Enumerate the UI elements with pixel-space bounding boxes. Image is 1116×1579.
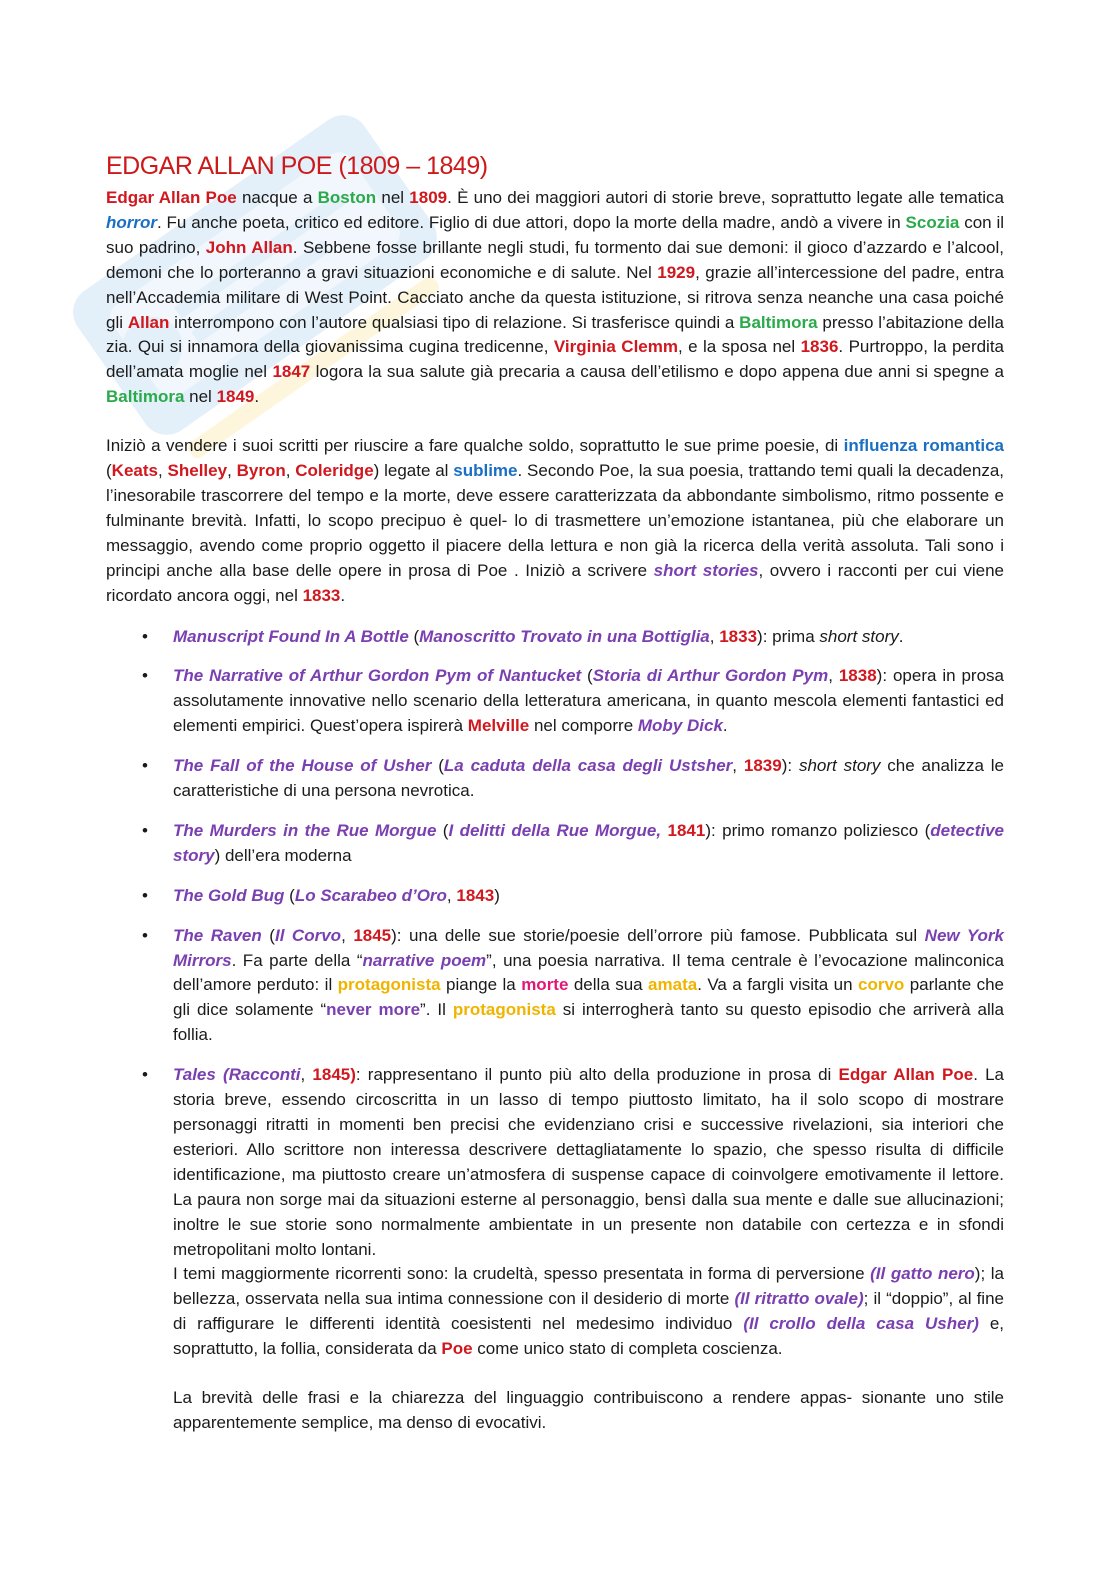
- text-run: che analizza le caratteristiche di una persona nevrotica.: [173, 756, 1005, 801]
- text-run: La brevità delle frasi e la chiarezza del linguaggio contribuiscono a rendere appas- sionante uno stile apparentemente semplice, ma denso di evocativi.: [173, 1388, 1004, 1432]
- text-run: , e la sposa nel: [678, 337, 801, 357]
- tales-intro: [173, 1063, 1004, 1262]
- text-run: ,: [341, 925, 354, 945]
- text-run: (: [581, 666, 593, 686]
- text-run: ,: [709, 626, 720, 646]
- work-tales: [173, 1063, 1004, 1436]
- text-run: 1838: [838, 666, 877, 686]
- text-run: short story: [819, 626, 899, 646]
- text-run: , ovvero i racconti per cui viene ricordato ancora oggi, nel: [106, 560, 1004, 605]
- text-run: The Raven: [173, 925, 262, 945]
- text-run: (Il gatto nero: [870, 1264, 975, 1284]
- text-run: con il suo padrino,: [106, 212, 1004, 257]
- text-run: 1849: [216, 387, 255, 407]
- text-run: Coleridge: [295, 461, 374, 481]
- text-run: . Fu anche poeta, critico ed editore. Figlio di due attori, dopo la morte della madre, andò a vivere in: [157, 212, 906, 232]
- biography-paragraph: [106, 186, 1004, 410]
- text-run: nacque a: [236, 188, 318, 207]
- works-list: [106, 625, 1004, 1436]
- text-run: ): opera in prosa assolutamente innovative nello scenario della letteratura americana, in quanto mescola elementi fantastici ed elementi empirici. Quest’opera ispirerà: [173, 666, 1005, 736]
- tales-style: [173, 1386, 1004, 1436]
- text-run: Tales (Racconti: [173, 1065, 301, 1085]
- text-run: protagonista: [452, 1000, 556, 1020]
- text-run: Lo Scarabeo d’Oro: [294, 885, 447, 905]
- text-run: La caduta della casa degli Ustsher: [443, 756, 733, 776]
- text-run: ”, una poesia narrativa. Il tema centrale è l’evocazione malinconica dell’amore perduto: il: [173, 950, 1004, 995]
- text-run: si interrogherà tanto su questo episodio che arriverà alla follia.: [173, 1000, 1004, 1045]
- tales-themes: [173, 1262, 1004, 1362]
- text-run: Shelley: [167, 461, 228, 481]
- text-run: . Va a fargli visita un: [697, 975, 858, 995]
- text-run: 1833: [302, 585, 341, 605]
- text-run: Allan: [127, 312, 170, 332]
- text-run: : rappresentano il punto più alto della produzione in prosa di: [355, 1065, 839, 1085]
- text-run: della sua: [568, 975, 649, 995]
- text-run: . Fa parte della “: [231, 950, 363, 970]
- text-run: Byron: [236, 461, 286, 481]
- text-run: narrative poem: [362, 950, 487, 970]
- text-run: Boston: [317, 188, 377, 207]
- text-run: interrompono con l’autore qualsiasi tipo di relazione. Si trasferisce quindi a: [169, 312, 740, 332]
- text-run: The Narrative of Arthur Gordon Pym of Nantucket: [173, 666, 582, 686]
- text-run: amata: [648, 975, 698, 995]
- text-run: . Secondo Poe, la sua poesia, trattando temi quali la decadenza, l’inesorabile trascorrere del tempo e la morte, deve essere caratterizzata da abbondante simbolismo, ritmo possente e fulminante brevità. Infatti, lo scopo precipuo è quel- lo di trasmettere un’emozione istantanea, più che elaborare un messaggio, avendo come proprio oggetto il piacere della lettura e non già la ricerca della verità assoluta. Tali sono i principi anche alla base delle opere in prosa di Poe . Iniziò a scrivere: [106, 461, 1005, 580]
- text-run: ; il “doppio”, al fine di raffigurare le differenti identità coesistenti nel medesimo individuo: [173, 1289, 1004, 1334]
- text-run: Melville: [467, 716, 530, 736]
- text-run: never more: [326, 1000, 421, 1020]
- text-run: . È uno dei maggiori autori di storie breve, soprattutto legate alle tematica: [447, 188, 1004, 207]
- text-run: ); la bellezza, osservata nella sua intima connessione con il desiderio di morte: [173, 1264, 1004, 1309]
- text-run: Edgar Allan Poe: [838, 1065, 974, 1085]
- text-run: nel comporre: [529, 716, 638, 736]
- text-run: 1843: [456, 885, 495, 905]
- text-run: ) dell’era moderna: [214, 845, 352, 865]
- text-run: ): prima: [757, 626, 820, 646]
- text-run: ):: [781, 756, 799, 776]
- document-content: [106, 150, 1004, 1451]
- text-run: ,: [227, 461, 237, 481]
- text-run: ”. Il: [420, 1000, 453, 1020]
- text-run: piange la: [440, 975, 522, 995]
- text-run: The Murders in the Rue Morgue: [173, 820, 437, 840]
- work-arthur-gordon-pym: [173, 664, 1004, 739]
- text-run: I temi maggiormente ricorrenti sono: la crudeltà, spesso presentata in forma di perversione: [173, 1264, 871, 1284]
- text-run: Baltimora: [106, 387, 185, 407]
- text-run: (Il crollo della casa Usher): [743, 1314, 979, 1334]
- text-run: 1841: [667, 820, 706, 840]
- text-run: ,: [300, 1065, 313, 1085]
- page-title: EDGAR ALLAN POE (1809 – 1849): [106, 152, 488, 180]
- text-run: 1839: [743, 756, 782, 776]
- text-run: detective story: [173, 820, 1004, 865]
- text-run: .: [254, 387, 260, 407]
- text-run: nel: [376, 188, 410, 207]
- text-run: morte: [521, 975, 569, 995]
- text-run: The Gold Bug: [173, 885, 285, 905]
- text-run: protagonista: [337, 975, 441, 995]
- text-run: . Sebbene fosse brillante negli studi, fu tormento dai sue demoni: il gioco d’azzardo e l’alcool, demoni che lo porteranno a gravi situazioni economiche e di salute. Nel: [106, 237, 1005, 282]
- work-gold-bug: [173, 884, 1004, 909]
- text-run: sublime: [453, 461, 518, 481]
- text-run: influenza romantica: [843, 436, 1004, 456]
- text-run: e, soprattutto, la follia, considerata da: [173, 1314, 1004, 1359]
- text-run: short story: [798, 756, 881, 776]
- text-run: ,: [285, 461, 296, 481]
- text-run: New York Mirrors: [173, 925, 1005, 970]
- text-run: ): primo romanzo poliziesco (: [705, 820, 931, 840]
- text-run: Virginia Clemm: [553, 337, 678, 357]
- text-run: 1845): [312, 1065, 356, 1085]
- text-run: horror: [106, 212, 157, 232]
- text-run: presso l’abitazione della zia. Qui si innamora della giovanissima cugina tredicenne,: [106, 312, 1004, 357]
- text-run: (: [261, 925, 275, 945]
- text-run: parlante che gli dice solamente “: [173, 975, 1004, 1020]
- text-run: Poe: [441, 1339, 473, 1359]
- text-run: 1836: [800, 337, 839, 357]
- text-run: I delitti della Rue Morgue,: [448, 820, 662, 840]
- text-run: 1929: [657, 262, 696, 282]
- text-run: .: [722, 716, 728, 736]
- text-run: John Allan: [205, 237, 293, 257]
- text-run: (Il ritratto ovale): [734, 1289, 864, 1309]
- text-run: Scozia: [905, 212, 960, 232]
- text-run: (: [284, 885, 295, 905]
- text-run: nel: [184, 387, 217, 407]
- text-run: ): una delle sue storie/poesie dell’orrore più famose. Pubblicata sul: [391, 925, 925, 945]
- text-run: Iniziò a vendere i suoi scritti per riuscire a fare qualche soldo, soprattutto le sue prime poesie, di: [106, 436, 844, 456]
- text-run: ,: [157, 461, 168, 481]
- text-run: ) legate al: [373, 461, 454, 481]
- text-run: ): [494, 885, 500, 905]
- text-run: (: [106, 461, 112, 481]
- work-house-of-usher: [173, 754, 1004, 804]
- text-run: come unico stato di completa coscienza.: [472, 1339, 783, 1359]
- text-run: 1809: [409, 188, 448, 207]
- text-run: 1833: [719, 626, 758, 646]
- text-run: . Purtroppo, la perdita dell’amata moglie nel: [106, 337, 1005, 382]
- text-run: corvo: [857, 975, 905, 995]
- text-run: (: [436, 820, 449, 840]
- text-run: short stories: [653, 560, 759, 580]
- text-run: logora la sua salute già precaria a causa dell’etilismo e dopo appena due anni si spegne a: [310, 362, 1004, 382]
- text-run: (: [408, 626, 420, 646]
- text-run: Il Corvo: [274, 925, 342, 945]
- text-run: 1845: [353, 925, 392, 945]
- text-run: . La storia breve, essendo circoscritta in un lasso di tempo piuttosto limitato, ha il solo scopo di mostrare personaggi ritratti in momenti ben precisi che evidenziano crisi e successive rivelazioni, sia interiori che esteriori. Allo scrittore non interessa descrivere dettagliatamente lo spazio, che spesso risulta di difficile identificazione, ma piuttosto creare un’atmosfera di suspense capace di coinvolgere emotivamente il lettore. La paura non sorge mai da situazioni esterne al personaggio, bensì dalla sua mente e dalle sue allucinazioni; inoltre le sue storie sono normalmente ambientate in un presente non databile con certezza e in sfondi metropolitani molto lontani.: [173, 1065, 1005, 1259]
- text-run: Storia di Arthur Gordon Pym: [592, 666, 829, 686]
- text-run: Keats: [111, 461, 158, 481]
- work-rue-morgue: [173, 819, 1004, 869]
- text-run: ,: [732, 756, 744, 776]
- text-run: Edgar Allan Poe: [106, 188, 237, 207]
- text-run: 1847: [272, 362, 311, 382]
- text-run: .: [898, 626, 904, 646]
- text-run: ,: [446, 885, 457, 905]
- text-run: (: [431, 756, 444, 776]
- work-manuscript: [173, 625, 1004, 650]
- text-run: Baltimora: [739, 312, 818, 332]
- text-run: The Fall of the House of Usher: [173, 756, 432, 776]
- work-the-raven: [173, 924, 1004, 1049]
- text-run: Manoscritto Trovato in una Bottiglia: [419, 626, 710, 646]
- poetics-paragraph: [106, 434, 1004, 608]
- text-run: Manuscript Found In A Bottle: [173, 626, 409, 646]
- text-run: Moby Dick: [637, 716, 723, 736]
- text-run: , grazie all’intercessione del padre, entra nell’Accademia militare di West Point. Cacciato anche da questa istituzione, si ritrova senza neanche una casa poiché gli: [106, 262, 1004, 332]
- text-run: .: [340, 585, 346, 605]
- text-run: ,: [828, 666, 839, 686]
